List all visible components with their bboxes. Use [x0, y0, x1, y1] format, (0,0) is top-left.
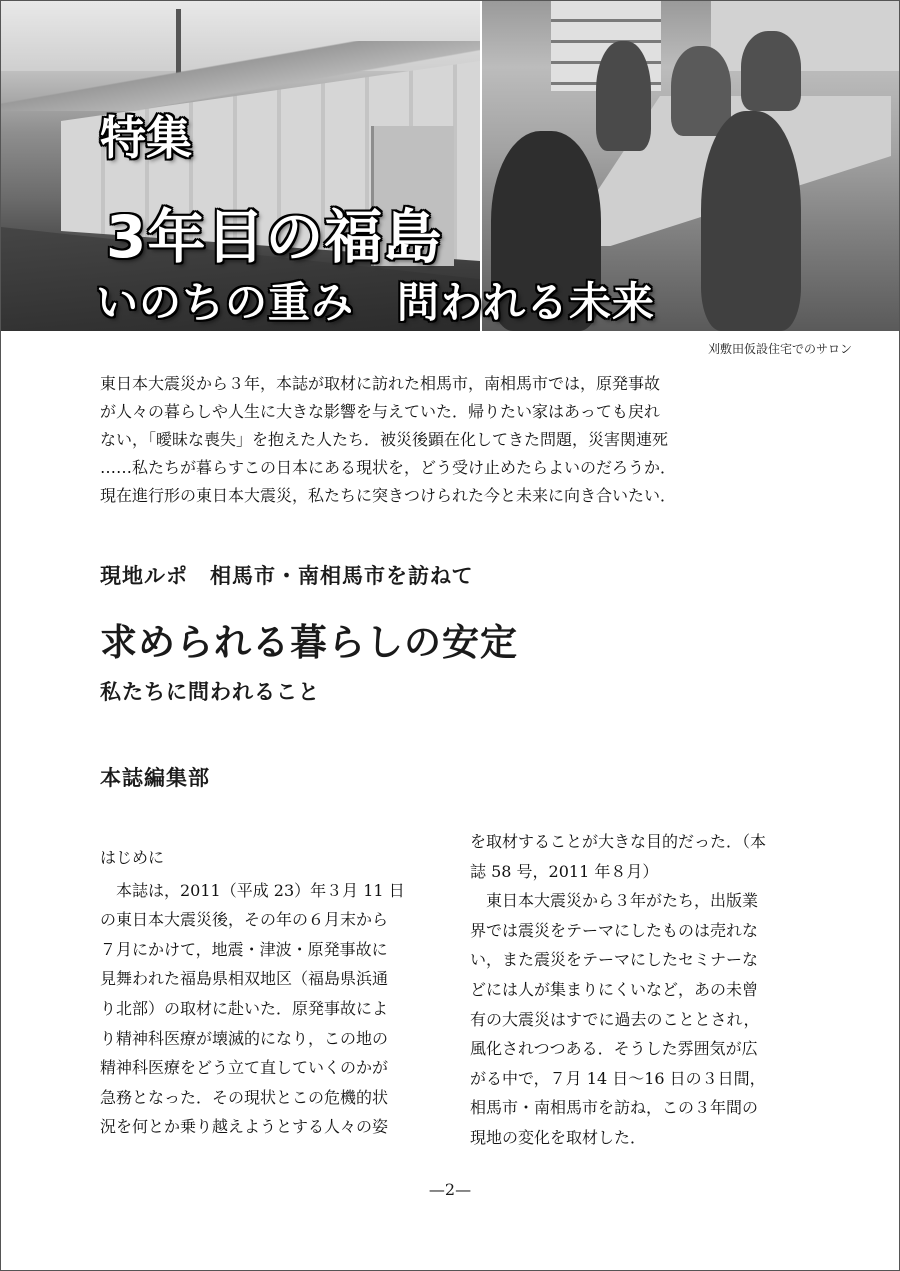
body-line: り精神科医療が壊滅的になり，この地の: [100, 1028, 389, 1048]
body-line: の東日本大震災後，その年の６月末から: [100, 910, 389, 930]
lead-line: 東日本大震災から３年，本誌が取材に訪れた相馬市，南相馬市では，原発事故: [100, 374, 661, 393]
body-line: を取材することが大きな目的だった．（本: [470, 832, 767, 851]
body-line: 精神科医療をどう立て直していくのかが: [100, 1058, 389, 1078]
body-line: 相馬市・南相馬市を訪ね，この３年間の: [470, 1098, 759, 1118]
photo-caption: 刈敷田仮設住宅でのサロン: [707, 342, 852, 356]
feature-subtitle: いのちの重み 問われる未来: [96, 278, 656, 327]
lead-line: ……私たちが暮らすこの日本にある現状を，どう受け止めたらよいのだろうか．: [100, 458, 677, 477]
article-subheadline: 私たちに問われること: [100, 679, 320, 704]
body-line: 況を何とか乗り越えようとする人々の姿: [100, 1117, 389, 1137]
body-line: どには人が集まりにくいなど，あの未曾: [470, 979, 759, 999]
body-line: り北部）の取材に赴いた．原発事故によ: [100, 998, 389, 1018]
body-line: 風化されつつある．そうした雰囲気が広: [470, 1039, 758, 1059]
lead-line: が人々の暮らしや人生に大きな影響を与えていた．帰りたい家はあっても戻れ: [100, 402, 660, 421]
lead-line: 現在進行形の東日本大震災，私たちに突きつけられた今と未来に向き合いたい．: [100, 486, 677, 505]
body-line: 有の大震災はすでに過去のこととされ，: [470, 1009, 760, 1029]
body-line: 見舞われた福島県相双地区（福島県浜通: [100, 969, 389, 989]
report-label: 現地ルポ 相馬市・南相馬市を訪ねて: [100, 563, 474, 588]
feature-title: 3年目の福島: [106, 203, 443, 271]
body-line: ７月にかけて，地震・津波・原発事故に: [100, 939, 388, 959]
article-headline: 求められる暮らしの安定: [100, 620, 518, 664]
section-title: はじめに: [100, 848, 165, 867]
body-line: い，また震災をテーマにしたセミナーな: [470, 950, 759, 970]
body-line: がる中で，７月 14 日～16 日の３日間，: [470, 1068, 766, 1088]
body-line: 界では震災をテーマにしたものは売れな: [470, 920, 759, 940]
body-line: 本誌は，2011（平成 23）年３月 11 日: [100, 880, 405, 900]
feature-label: 特集: [100, 111, 192, 165]
body-column-right: [470, 827, 810, 1153]
lead-paragraph: [100, 370, 800, 510]
body-line: 現地の変化を取材した．: [470, 1127, 647, 1147]
body-line: 東日本大震災から３年がたち，出版業: [470, 891, 759, 911]
page-number: —2—: [428, 1180, 472, 1199]
body-line: 急務となった．その現状とこの危機的状: [100, 1087, 389, 1107]
body-column-left: [100, 843, 440, 1142]
lead-line: ない，「曖昧な喪失」を抱えた人たち．被災後顕在化してきた問題，災害関連死: [100, 430, 669, 449]
article-author: 本誌編集部: [100, 766, 210, 790]
body-line: 誌 58 号，2011 年８月）: [470, 861, 659, 881]
